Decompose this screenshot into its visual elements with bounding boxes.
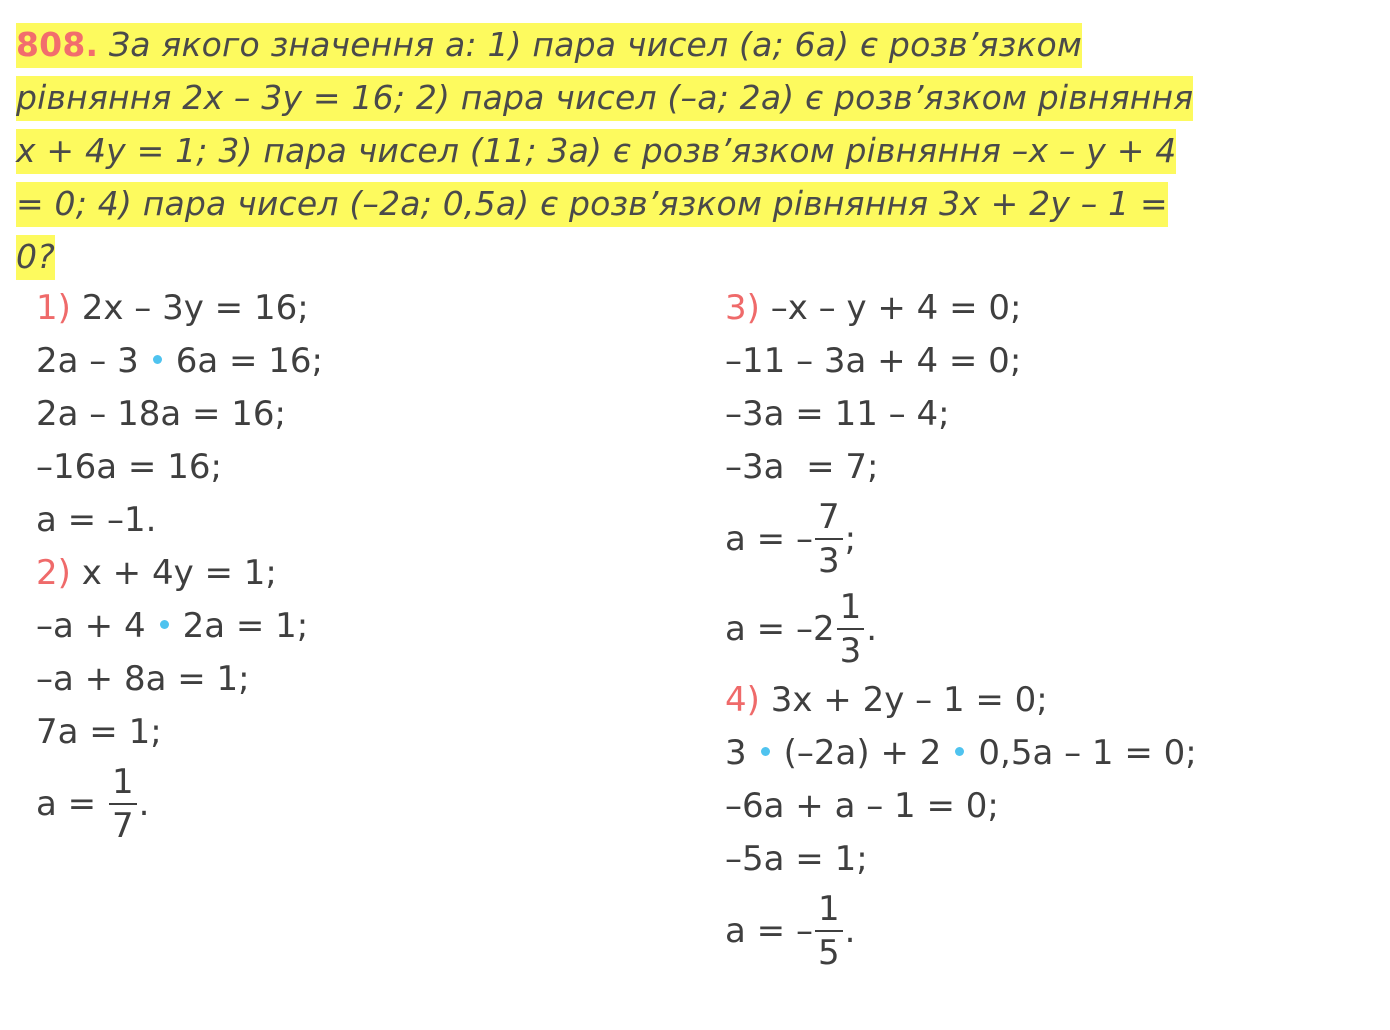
multiply-dot-icon (955, 747, 964, 756)
part1-equation-text: 2x – 3y = 16; (70, 288, 309, 328)
fraction-denominator: 5 (817, 933, 840, 973)
problem-text-line-1: За якого значення а: 1) пара чисел (а; 6а) є розв’язком (98, 25, 1082, 64)
part1-step1-left: 2а – 3 (36, 341, 139, 381)
part4-answer-suffix: . (844, 910, 856, 951)
part3-answer-suffix: . (866, 608, 878, 649)
part1-step1 (36, 335, 676, 388)
part4-step1 (725, 727, 1365, 780)
multiply-dot-icon (761, 747, 770, 756)
problem-text-line-4: = 0; 4) пара чисел (–2а; 0,5а) є розв’язком рівняння 3x + 2y – 1 = (16, 184, 1168, 223)
fraction-numerator: 1 (839, 587, 862, 627)
part3-answer-prefix: а = –2 (725, 608, 835, 649)
part2-step1-right: 2а = 1; (182, 606, 309, 646)
part1-label: 1) (36, 288, 71, 328)
part2-label: 2) (36, 553, 71, 593)
part4-step1-c: 0,5а – 1 = 0; (978, 733, 1197, 773)
part2-answer (36, 759, 676, 849)
part4-answer-prefix: а = – (725, 910, 813, 951)
solution-left-column (36, 282, 676, 849)
problem-number: 808. (16, 25, 99, 64)
part3-step1: –11 – 3а + 4 = 0; (725, 341, 1022, 381)
part3-step4-prefix: а = – (725, 518, 813, 559)
solution-right-column (725, 282, 1365, 976)
part3-step4-suffix: ; (844, 518, 857, 559)
part3-step4 (725, 494, 1365, 584)
fraction (815, 497, 843, 581)
part4-equation-text: 3x + 2y – 1 = 0; (759, 680, 1048, 720)
problem-text-line-3: x + 4y = 1; 3) пара чисел (11; 3а) є розв’язком рівняння –x – y + 4 (16, 131, 1177, 170)
fraction-numerator: 1 (111, 762, 134, 802)
part1-step2: 2а – 18а = 16; (36, 394, 287, 434)
part2-answer-suffix: . (138, 783, 150, 824)
part4-equation (725, 674, 1365, 727)
part3-step3: –3а = 7; (725, 447, 879, 487)
fraction-denominator: 3 (817, 541, 840, 581)
part2-equation (36, 547, 676, 600)
part4-step1-a: 3 (725, 733, 747, 773)
fraction (815, 889, 843, 973)
part4-label: 4) (725, 680, 760, 720)
part2-step1-left: –а + 4 (36, 606, 146, 646)
fraction-numerator: 1 (817, 889, 840, 929)
problem-text-line-2: рівняння 2x – 3y = 16; 2) пара чисел (–а; 2а) є розв’язком рівняння (16, 78, 1194, 117)
part4-step1-b: (–2а) + 2 (783, 733, 942, 773)
part3-label: 3) (725, 288, 760, 328)
part4-step3: –5а = 1; (725, 839, 868, 879)
part2-step1 (36, 600, 676, 653)
part1-step3: –16а = 16; (36, 447, 222, 487)
part4-answer (725, 886, 1365, 976)
part2-step2: –а + 8а = 1; (36, 659, 250, 699)
part2-answer-prefix: а = (36, 783, 107, 824)
multiply-dot-icon (153, 355, 162, 364)
part2-step3: 7а = 1; (36, 712, 162, 752)
part1-answer: а = –1. (36, 500, 157, 540)
part3-equation-text: –x – y + 4 = 0; (759, 288, 1022, 328)
part3-step2: –3а = 11 – 4; (725, 394, 950, 434)
part3-answer (725, 584, 1365, 674)
part3-equation (725, 282, 1365, 335)
problem-statement (16, 18, 1378, 283)
part4-step2: –6а + а – 1 = 0; (725, 786, 999, 826)
part1-equation (36, 282, 676, 335)
multiply-dot-icon (160, 620, 169, 629)
part1-step1-right: 6а = 16; (175, 341, 324, 381)
fraction-denominator: 3 (839, 631, 862, 671)
fraction-denominator: 7 (111, 806, 134, 846)
fraction-numerator: 7 (817, 497, 840, 537)
part2-equation-text: x + 4y = 1; (70, 553, 277, 593)
fraction (837, 587, 865, 671)
problem-text-line-5: 0? (16, 237, 55, 276)
problem-highlight (16, 23, 1193, 280)
fraction (109, 762, 137, 846)
